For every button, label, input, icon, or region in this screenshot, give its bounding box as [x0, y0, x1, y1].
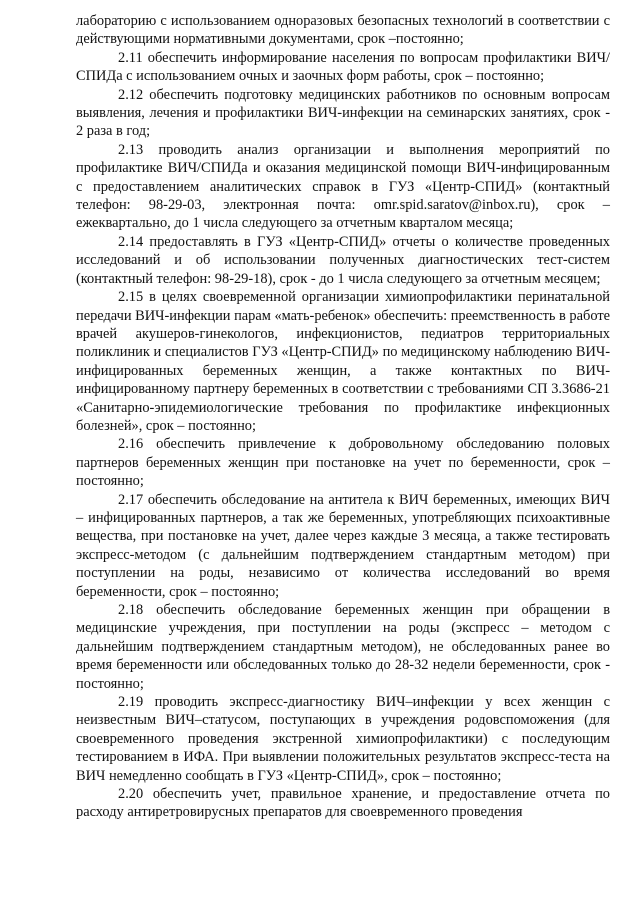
paragraph-2-20: 2.20 обеспечить учет, правильное хранение, и предоставление отчета по расходу антиретровирусных препаратов для своевременного проведения [76, 786, 610, 821]
paragraph-2-15: 2.15 в целях своевременной организации химиопрофилактики перинатальной передачи ВИЧ-инфекции парам «мать-ребенок» обеспечить: преемственность в работе врачей акушеров-гинекологов, инфекционистов, педиатров территориальных поликлиник и специалистов ГУЗ «Центр-СПИД» по медицинскому наблюдению ВИЧ-инфицированных беременных женщин, а также контактных по ВИЧ-инфицированному партнеру беременных в соответствии с требованиями СП 3.3686-21 «Санитарно-эпидемиологические требования по профилактике инфекционных болезней», срок – постоянно; [76, 289, 611, 434]
paragraph-2-13: 2.13 проводить анализ организации и выполнения мероприятий по профилактике ВИЧ/СПИДа и оказания медицинской помощи ВИЧ-инфицированным с предоставлением аналитических справок в ГУЗ «Центр-СПИД» (контактный телефон: 98-29-03, электронная почта: omr.spid.saratov@inbox.ru), срок – ежеквартально, до 1 числа следующего за отчетным кварталом месяца; [76, 141, 610, 232]
paragraph-2-16: 2.16 обеспечить привлечение к добровольному обследованию половых партнеров беременных женщин при постановке на учет по беременности, срок – постоянно; [76, 436, 610, 490]
paragraph-2-14: 2.14 предоставлять в ГУЗ «Центр-СПИД» отчеты о количестве проведенных исследований и об использовании полученных диагностических тест-систем (контактный телефон: 98-29-18), срок - до 1 числа следующего за отчетным месяцем; [76, 233, 610, 287]
paragraph-2-12: 2.12 обеспечить подготовку медицинских работников по основным вопросам выявления, лечения и профилактики ВИЧ-инфекции на семинарских занятиях, срок - 2 раза в год; [76, 86, 610, 140]
paragraph-2-17: 2.17 обеспечить обследование на антитела к ВИЧ беременных, имеющих ВИЧ – инфицированных партнеров, а так же беременных, употребляющих психоактивные вещества, при постановке на учет, далее через каждые 3 месяца, а также тестировать экспресс-методом (с дальнейшим подтверждением стандартным методом) при поступлении на роды, независимо от количества исследований во время беременности, срок – постоянно; [76, 491, 610, 600]
paragraph-continuation: лабораторию с использованием одноразовых безопасных технологий в соответствии с действующими нормативными документами, срок –постоянно; [76, 13, 610, 48]
document-body [76, 12, 610, 822]
paragraph-2-19: 2.19 проводить экспресс-диагностику ВИЧ–инфекции у всех женщин с неизвестным ВИЧ–статусом, поступающих в учреждения родовспоможения (для своевременного проведения экстренной химиопрофилактики) с последующим тестированием в ИФА. При выявлении положительных результатов экспресс-теста на ВИЧ немедленно сообщать в ГУЗ «Центр-СПИД», срок – постоянно; [76, 694, 610, 784]
paragraph-2-18: 2.18 обеспечить обследование беременных женщин при обращении в медицинские учреждения, при поступлении на роды (экспресс – методом с дальнейшим подтверждением стандартным методом), не обследованных ранее во время беременности или обследованных только до 28-32 недели беременности, срок - постоянно; [76, 602, 610, 692]
paragraph-2-11: 2.11 обеспечить информирование населения по вопросам профилактики ВИЧ/СПИДа с использованием очных и заочных форм работы, срок – постоянно; [76, 49, 610, 85]
